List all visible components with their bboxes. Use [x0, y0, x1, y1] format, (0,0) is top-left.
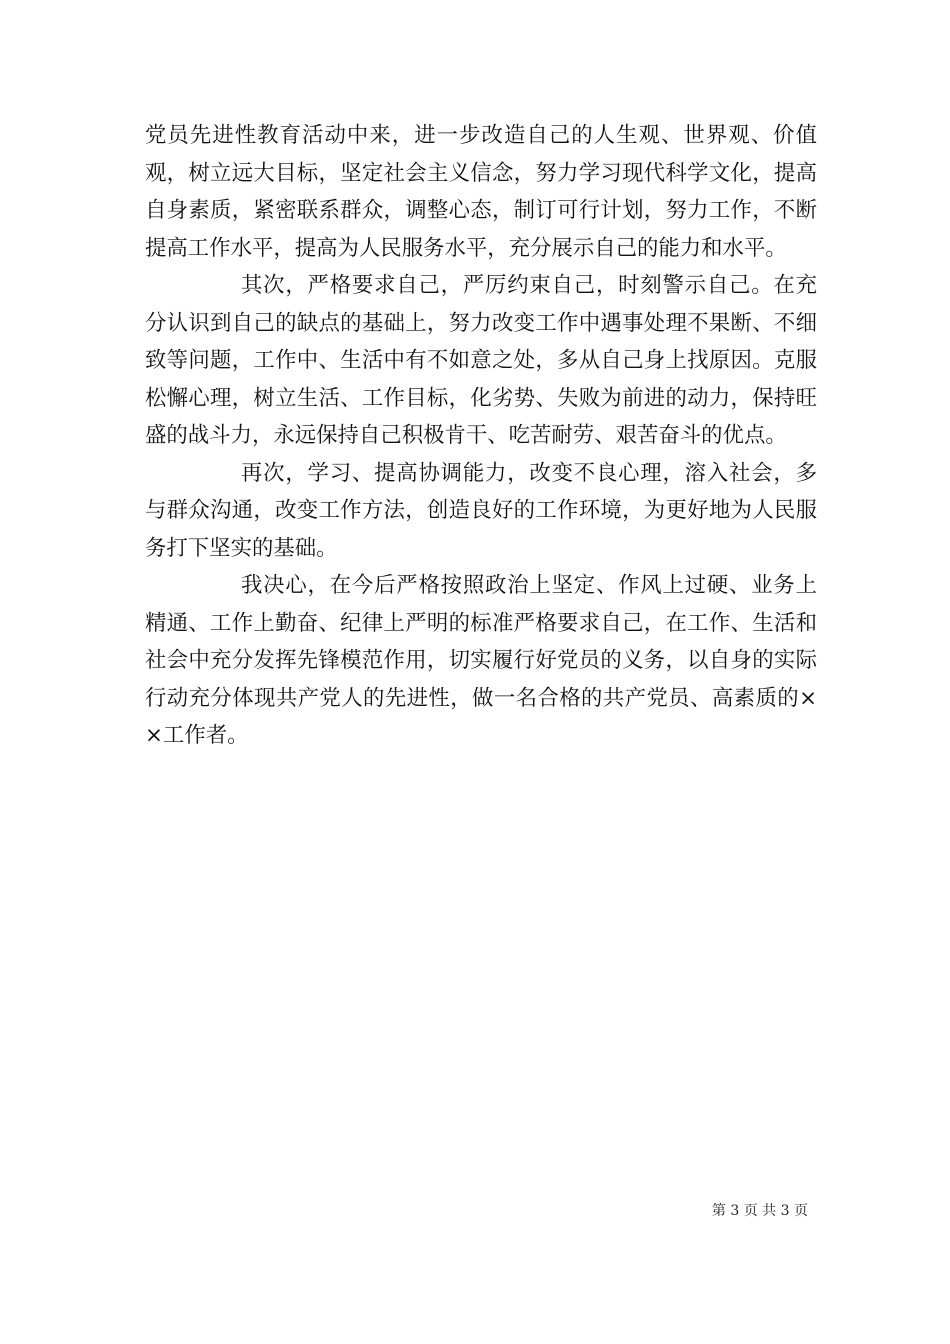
paragraph-third: 再次，学习、提高协调能力，改变不良心理，溶入社会，多与群众沟通，改变工作方法，创造良好的工作环境，为更好地为人民服务打下坚实的基础。 — [145, 460, 817, 561]
document-body — [145, 117, 817, 755]
paragraph-continuation: 党员先进性教育活动中来，进一步改造自己的人生观、世界观、价值观，树立远大目标，坚定社会主义信念，努力学习现代科学文化，提高自身素质，紧密联系群众，调整心态，制订可行计划，努力工作，不断提高工作水平，提高为人民服务水平，充分展示自己的能力和水平。 — [145, 123, 817, 261]
page-number-footer: 第 3 页 共 3 页 — [711, 1203, 808, 1219]
paragraph-second: 其次，严格要求自己，严厉约束自己，时刻警示自己。在充分认识到自己的缺点的基础上，努力改变工作中遇事处理不果断、不细致等问题，工作中、生活中有不如意之处，多从自己身上找原因。克服松懈心理，树立生活、工作目标，化劣势、失败为前进的动力，保持旺盛的战斗力，永远保持自己积极肯干、吃苦耐劳、艰苦奋斗的优点。 — [145, 273, 817, 448]
paragraph-resolution: 我决心，在今后严格按照政治上坚定、作风上过硬、业务上精通、工作上勤奋、纪律上严明的标准严格要求自己，在工作、生活和社会中充分发挥先锋模范作用，切实履行好党员的义务，以自身的实际行动充分体现共产党人的先进性，做一名合格的共产党员、高素质的××工作者。 — [145, 573, 817, 748]
